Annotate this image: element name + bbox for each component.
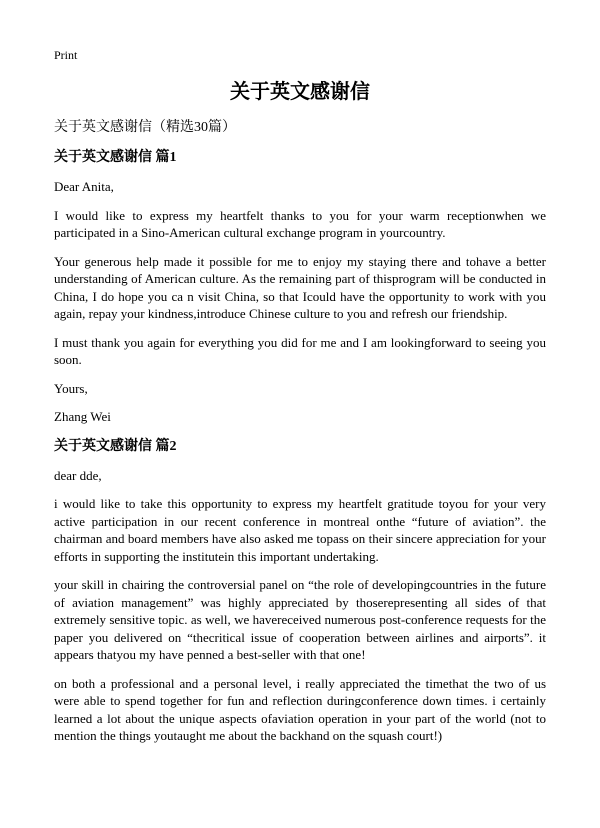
print-label[interactable]: Print	[54, 48, 78, 62]
paragraph-1-1: I would like to express my heartfelt thanks to you for your warm receptionwhen we participated in a Sino-American cultural exchange program in yourcountry.	[54, 207, 546, 240]
paragraph-2-3: on both a professional and a personal level, i really appreciated the timethat the two of us were able to spend together for fun and reflection duringconference down times. i certainly learned a lot about the unique aspects ofaviation operation in your part of the world (not to mention the things youtaught me about the backhand on the squash court!)	[54, 675, 546, 743]
paragraph-2-2: your skill in chairing the controversial panel on “the role of developingcountries in the future of aviation management” was highly appreciated by thoserepresenting all sides of that extremely sensitive topic. as well, we havereceived numerous post-conference requests for the paper you delivered on “thecritical issue of cooperation between airlines and airports”. it appears thatyou my have penned a best-seller with that one!	[54, 577, 546, 662]
section-heading-1: 关于英文感谢信 篇1	[54, 150, 177, 165]
page-title: 关于英文感谢信	[230, 81, 370, 103]
document-subtitle: 关于英文感谢信（精选30篇）	[54, 120, 236, 135]
salutation-1: Dear Anita,	[54, 179, 114, 194]
closing-1: Yours,	[54, 380, 88, 396]
salutation-2: dear dde,	[54, 467, 102, 483]
paragraph-1-2: Your generous help made it possible for me to enjoy my staying there and tohave a better understanding of American culture. As the remaining part of thisprogram will be conducted in China, I do hope you ca n visit China, so that Icould have the opportunity to work with you again, repay your kindness,introduce Chinese culture to you and refresh our friendship.	[54, 253, 546, 321]
signature-1: Zhang Wei	[54, 409, 111, 424]
paragraph-2-1: i would like to take this opportunity to express my heartfelt gratitude toyou for your very active participation in our recent conference in montreal onthe “future of aviation”. the chairman and board members have also asked me topass on their sincere appreciation for your efforts in supporting the institutein this important undertaking.	[54, 496, 546, 564]
paragraph-1-3: I must thank you again for everything you did for me and I am lookingforward to seeing you soon.	[54, 334, 546, 367]
section-heading-2: 关于英文感谢信 篇2	[54, 438, 177, 454]
document-body	[54, 148, 546, 756]
